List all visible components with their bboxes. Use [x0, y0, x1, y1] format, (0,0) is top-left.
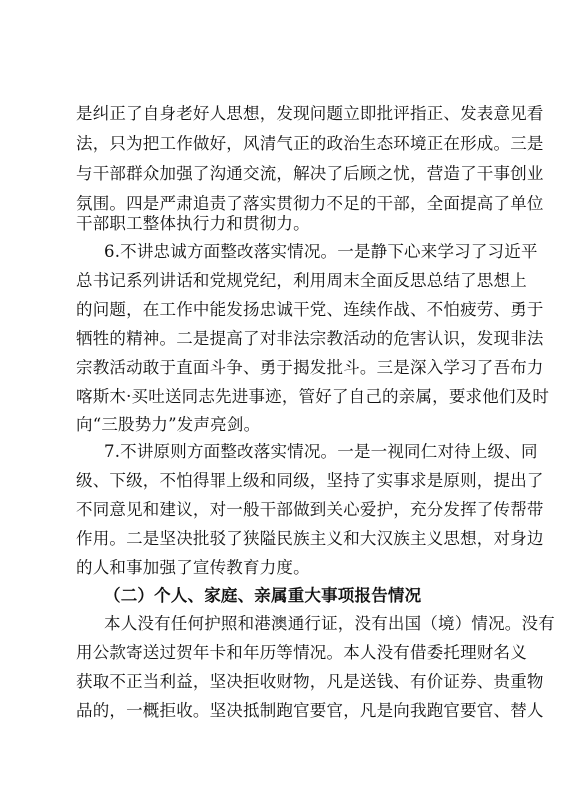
text-line: 获取不正当利益，坚决拒收财物，凡是送钱、有价证券、贵重物: [76, 672, 544, 691]
text-line: 是纠正了自身老好人思想，发现问题立即批评指正、发表意见看: [76, 104, 544, 123]
text-line: 品的，一概拒收。坚决抵制跑官要官，凡是向我跑官要官、替人: [76, 701, 544, 720]
text-line: 喀斯木·买吐送同志先进事迹，管好了自己的亲属，要求他们及时: [76, 387, 550, 406]
paragraph-first-line: 本人没有任何护照和港澳通行证，没有出国（境）情况。没有: [104, 614, 555, 633]
text-line: 的人和事加强了宣传教育力度。: [76, 558, 310, 577]
paragraph-6-first-line: 6.不讲忠诚方面整改落实情况。一是静下心来学习了习近平: [104, 242, 538, 261]
text-line: 宗教活动敢于直面斗争、勇于揭发批斗。三是深入学习了吾布力: [76, 358, 544, 377]
text-line: 用公款寄送过贺年卡和年历等情况。本人没有借委托理财名义: [76, 643, 527, 662]
text-line: 总书记系列讲话和党规党纪，利用周末全面反思总结了思想上: [76, 271, 527, 290]
text-line: 的问题，在工作中能发扬忠诚干党、连续作战、不怕疲劳、勇于: [76, 300, 544, 319]
text-line: 牺牲的精神。二是提高了对非法宗教活动的危害认识，发现非法: [76, 329, 544, 348]
text-line: 氛围。四是严肃追责了落实贯彻力不足的干部，全面提高了单位: [76, 194, 544, 213]
text-line: 向“三股势力”发声亮剑。: [76, 415, 261, 434]
text-line: 法，只为把工作做好，风清气正的政治生态环境正在形成。三是: [76, 134, 544, 153]
text-line: 与干部群众加强了沟通交流，解决了后顾之忧，营造了干事创业: [76, 164, 544, 183]
section-heading: （二）个人、家庭、亲属重大事项报告情况: [104, 586, 422, 605]
paragraph-7-first-line: 7.不讲原则方面整改落实情况。一是一视同仁对待上级、同: [104, 442, 538, 461]
text-line: 作用。二是坚决批驳了狭隘民族主义和大汉族主义思想，对身边: [76, 529, 544, 548]
text-line: 级、下级，不怕得罪上级和同级，坚持了实事求是原则，提出了: [76, 471, 544, 490]
text-line: 干部职工整体执行力和贯彻力。: [76, 214, 310, 233]
text-line: 不同意见和建议，对一般干部做到关心爱护，充分发挥了传帮带: [76, 500, 544, 519]
